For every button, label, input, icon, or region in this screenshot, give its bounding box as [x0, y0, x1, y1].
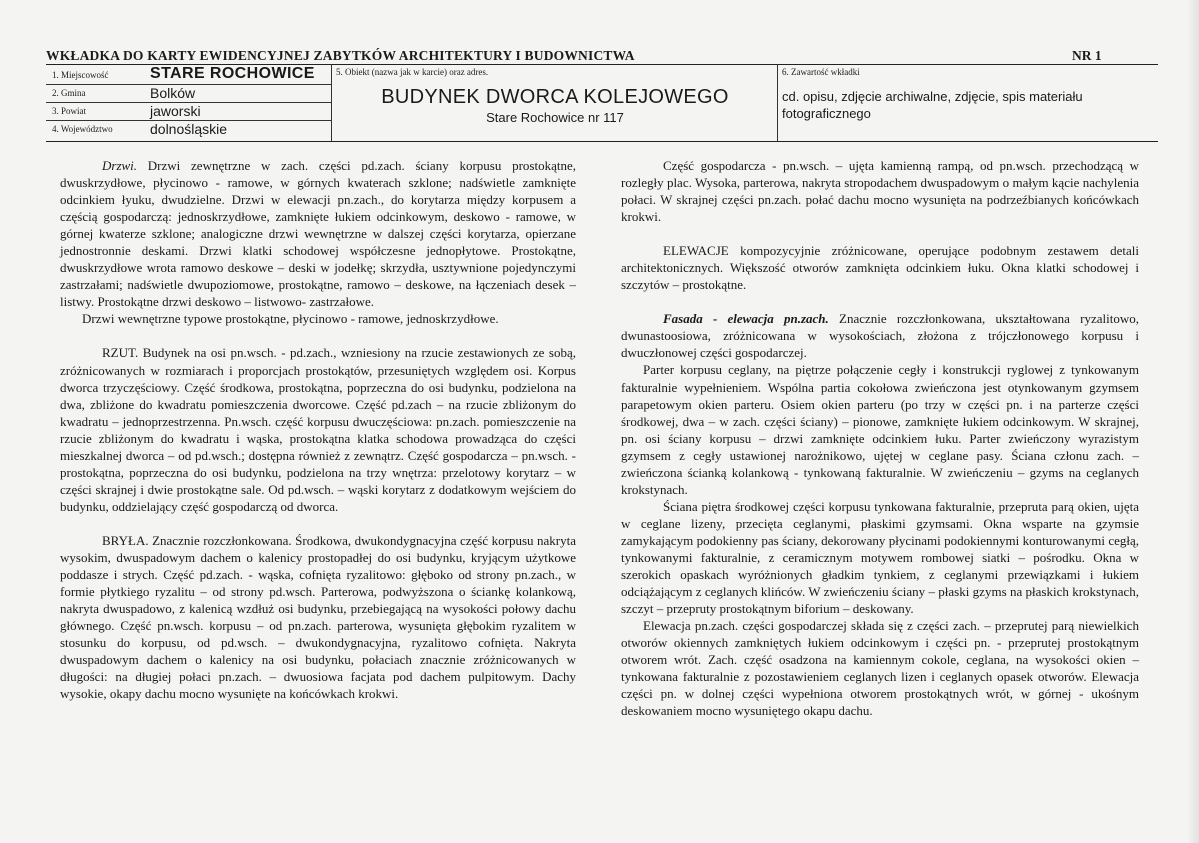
- field-commune-value: Bolków: [150, 85, 196, 101]
- field-county: [46, 104, 331, 121]
- field-commune-label: 2. Gmina: [52, 88, 86, 98]
- mass-paragraph: BRYŁA. Znacznie rozczłonkowana. Środkowa, dwukondygnacyjna część korpusu nakryta wysokim, dwuspadowym dachem o kalenicy prostopadłej do osi budynku, kryjącym użytkowe poddasze i strych. Część pd.zach. - wąska, cofnięta ryzalitowo: głęboko od strony pn.zach., w formie płytkiego ryzalitu – od strony pd.wsch. Parterowa, podwyższona o ściankę kolankową, nakryta dwuspadowo, z kalenicą wzdłuż osi budynku, przebiegającą na wysokości połowy dachu głównego. Część pn.wsch. korpusu – od pn.zach. parterowa, wysunięta głębokim ryzalitem w stosunku do korpusu, od pd.wsch. – dwukondygnacyjna, ryzalitowo cofnięta. Nakryta dwuspadowym dachem o kalenicy na osi budynku, połaciach znacznie zróżnicowanych w długości: na długiej połaci pn.zach. – dwuosiowa facjata pod dachem pulpitowym. Dachy wysokie, okapy dachu mocno wysunięte na końcówkach krokwi.: [60, 532, 576, 702]
- facade-lead: Fasada - elewacja pn.zach.: [663, 311, 829, 327]
- doors-paragraph: [60, 157, 576, 310]
- field-locality: [46, 65, 331, 85]
- field-locality-value: STARE ROCHOWICE: [150, 65, 315, 82]
- facade-text: Znacznie rozczłonkowana, ukształtowana ryzalitowo, dwunastoosiowa, zróżnicowana w wysokościach, złożona z trójczłonowego korpusu i dwuczłonowej części gospodarczej.: [621, 311, 1139, 361]
- field-county-label: 3. Powiat: [52, 106, 87, 116]
- doors-lead: Drzwi.: [102, 158, 138, 173]
- field-commune: [46, 86, 331, 103]
- ground-floor-paragraph: Parter korpusu ceglany, na piętrze połączenie cegły i konstrukcji ryglowej z tynkowanym fakturalnie wypełnieniem. Wspólna partia cokołowa zwieńczona jest otynkowanym gzymsem parapetowym okien parteru. Osiem okien parteru (po trzy w części pn. i na parterze części środkowej, dwa – w zach. części ściany) – pionowe, zamknięte łukiem odcinkowym. W skrajnej, pn. osi ściany korpusu – drzwi zamknięte odcinkiem łuku. Parter zwieńczony wyrazistym gzymsem z cegły ustawionej narożnikowo, ujętej w ceglane pasy. Ściana członu zach. – zwieńczona ścianką kolankową - tynkowaną fakturalnie. W zwieńczeniu – gzyms na ceglanych krokstynach.: [621, 362, 1139, 497]
- header-bottom-rule: [46, 141, 1158, 142]
- object-label: 5. Obiekt (nazwa jak w karcie) oraz adres.: [336, 67, 489, 77]
- field-voivodeship-label: 4. Województwo: [52, 124, 113, 134]
- field-county-value: jaworski: [150, 103, 201, 119]
- utility-elevation-paragraph: Elewacja pn.zach. części gospodarczej składa się z części zach. – przeprutej parą niewielkich otworów okiennych zamkniętych łukiem odcinkowym i części pn. - przeprutej prostokątnym otworem wrót. Zach. część osadzona na kamiennym cokole, ceglana, na wysokości okien – tynkowana fakturalnie z pozostawieniem ceglanych lizen i ceglanych opasek otworów. Elewacja części pn. w dolnej części wypełniona otworem prostokątnych wrót, w górnej - ukośnym deskowaniem mocno wysuniętego okapu dachu.: [621, 618, 1139, 719]
- object-address: Stare Rochowice nr 117: [486, 110, 624, 125]
- sheet-number: NR 1: [1072, 48, 1102, 63]
- interior-doors-paragraph: Drzwi wewnętrzne typowe prostokątne, płycinowo - ramowe, jednoskrzydłowe.: [82, 311, 499, 327]
- divider-fields: [331, 64, 332, 141]
- divider-object: [777, 64, 778, 141]
- field-voivodeship: [46, 122, 331, 138]
- doors-text: Drzwi zewnętrzne w zach. części pd.zach. ściany korpusu prostokątne, dwuskrzydłowe, płycinowo - ramowe, w górnych kwaterach szklone; nadświetle zamknięte odcinkiem łyuku, dwudzielne. Drzwi w elewacji pn.zach., do korytarza między korpusem a częścią gospodarczą: jednoskrzydłowe, zamknięte łukiem odcinkowym, deskowo - ramowe, w górnej kwaterze szklone; analogiczne drzwi wewnętrzne w dalszej części korytarza, opierzane jednostronnie deskami. Drzwi klatki schodowej współczesne jednopłytowe. Prostokątne, dwuskrzydłowe wrota ramowo deskowe – deski w jodełkę; skrzydła, usztywnione pojedynczymi zastrzałami; nadświetle dwupoziomowe, prostokątne, ramowo – deskowe, na łączeniach desek – listwy. Prostokątne drzwi deskowo – listwowo- zastrzałowe.: [60, 158, 576, 310]
- facade-paragraph: [621, 310, 1139, 361]
- upper-floor-paragraph: Ściana piętra środkowej części korpusu tynkowana fakturalnie, przepruta parą okien, ujęta w ceglane lizeny, przecięta ceglanymi, płaskimi gzymsami. Okna wsparte na gzymsie zamykającym podokienny pas ściany, dekorowany płycinami podokiennymi konturowanymi cegłą, tynkowanymi fakturalnie, z ceramicznym motywem rombowej siatki – pośrodku. Okna w szerokich opaskach wyróżnionych gładkim tynkiem, z ceglanymi przewiązkami i łukiem odciążającym z ceglanych klińców. W zwieńczeniu ściany – płaski gzyms na płaskich krokstynach, szczyt – przepruty prostokątnym biforium – deskowany.: [621, 498, 1139, 617]
- field-voivodeship-value: dolnośląskie: [150, 121, 228, 137]
- insert-contents-label: 6. Zawartość wkładki: [782, 67, 860, 77]
- insert-contents-value: cd. opisu, zdjęcie archiwalne, zdjęcie, spis materiału fotograficznego: [782, 89, 1083, 121]
- utility-part-paragraph: Część gospodarcza - pn.wsch. – ujęta kamienną rampą, od pn.wsch. przechodzącą w rozległy plac. Wysoka, parterowa, nakryta stropodachem dwuspadowym o małym kącie nachylenia połaci. W skrajnej części pn.zach. połać dachu mocno wysunięta na podrzeźbianych końcówkach krokwi.: [621, 158, 1139, 225]
- field-locality-label: 1. Miejscowość: [52, 70, 109, 80]
- left-text-column: [60, 157, 576, 702]
- right-text-column: [621, 157, 1139, 719]
- object-name: BUDYNEK DWORCA KOLEJOWEGO: [381, 86, 729, 108]
- document-title: WKŁADKA DO KARTY EWIDENCYJNEJ ZABYTKÓW ARCHITEKTURY I BUDOWNICTWA: [46, 48, 635, 63]
- plan-paragraph: RZUT. Budynek na osi pn.wsch. - pd.zach., wzniesiony na rzucie zestawionych ze sobą, zróżnicowanych w rozmiarach i proporcjach prostokątów, przesuniętych względem osi. Korpus dworca trzyczęściowy. Część środkowa, prostokątna, poprzeczna do osi budynku, podzielona na dwa, zbliżone do kwadratu pomieszczenia dworcowe. Część pd.zach – na rzucie zbliżonym do kwadratu – jednoprzestrzenna. Pn.wsch. część korpusu dwuczęściowa: pn.zach. pomieszczenie na rzucie zbliżonym do kwadratu i wąska, prostokątna klatka schodowa prowadząca do części mieszkalnej dworca – od pd.wsch.; dostępna również z zewnątrz. Część gospodarcza – pn.wsch. - prostokątna, poprzeczna do osi budynku, podzielona na trzy wnętrza: przelotowy korytarz – w części skrajnej i dwie prostokątne sale. Od pd.wsch. – wąski korytarz z dodatkowym wejściem do budynku, oddzielający część gospodarczą od dworca.: [60, 345, 576, 514]
- elevations-paragraph: ELEWACJE kompozycyjnie zróżnicowane, operujące podobnym zestawem detali architektonicznych. Większość otworów zamknięta odcinkiem łuku. Okna klatki schodowej i szczytów – prostokątne.: [621, 243, 1139, 293]
- scan-edge-shadow: [1187, 0, 1199, 843]
